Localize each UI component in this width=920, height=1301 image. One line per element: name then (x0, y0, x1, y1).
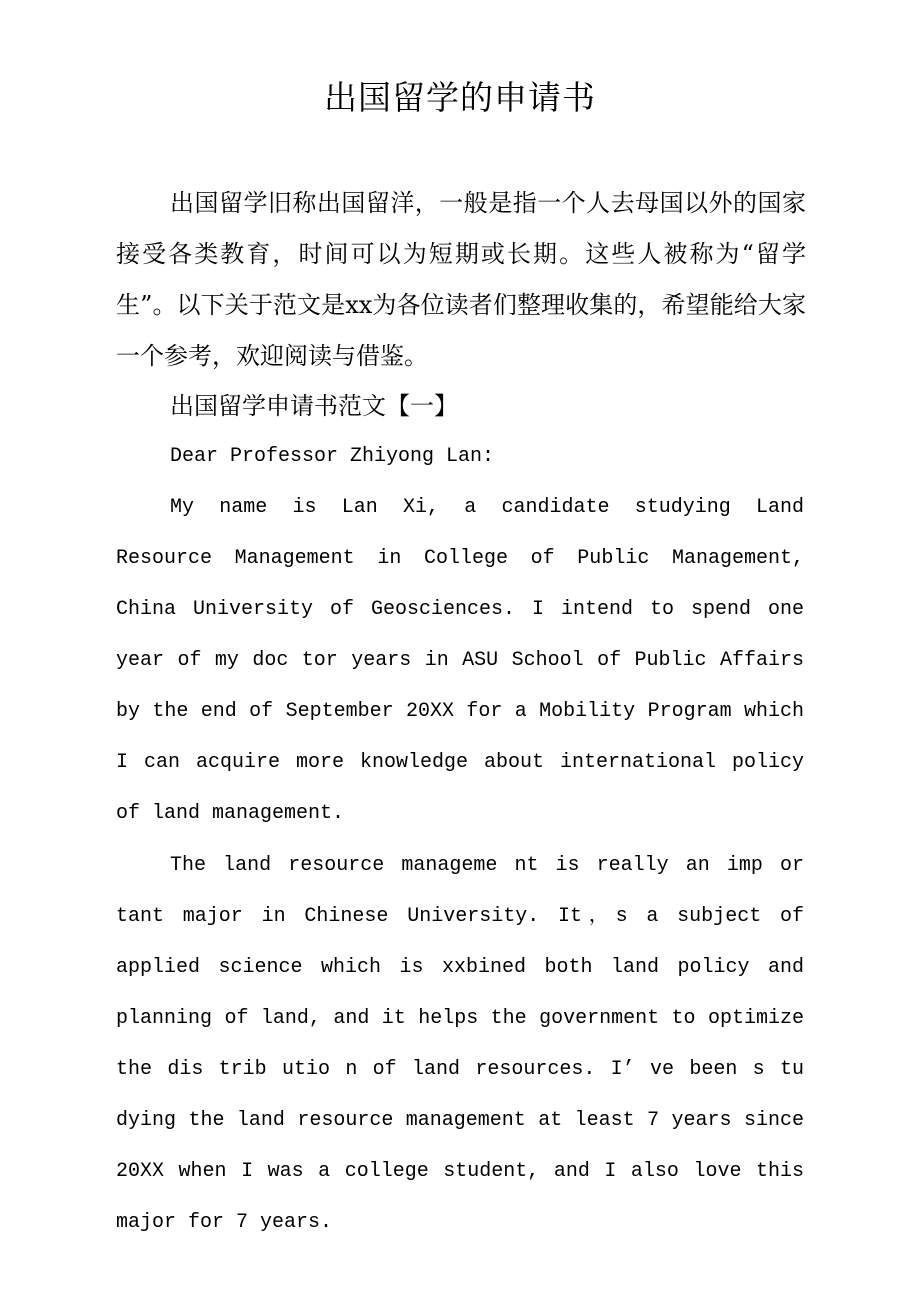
letter-paragraph-1: My name is Lan Xi, a candidate studying Land Resource Management in College of Public Management, China University of Geosciences. I intend to spend one year of my doc tor years in ASU School of Public Affairs by the end of September 20XX for a Mobility Program which I can acquire more knowledge about international policy of land management. (116, 496, 804, 825)
section-heading: 出国留学申请书范文【一】 (170, 392, 458, 420)
intro-paragraph: 出国留学旧称出国留洋，一般是指一个人去母国以外的国家接受各类教育，时间可以为短期或长期。这些人被称为“留学生”。以下关于范文是xx为各位读者们整理收集的，希望能给大家一个参考，欢迎阅读与借鉴。 (116, 189, 806, 370)
document-title: 出国留学的申请书 (324, 78, 596, 117)
letter-paragraph-2: The land resource manageme nt is really an imp or tant major in Chinese University. It，s a subject of applied science which is xxbined both land policy and planning of land, and it helps the government to optimize the dis trib utio n of land resources. I’ ve been s tu dying the land resource management at least 7 years since 20XX when I was a college student, and I also love this major for 7 years. (116, 854, 804, 1234)
letter-salutation: Dear Professor Zhiyong Lan: (170, 445, 495, 468)
